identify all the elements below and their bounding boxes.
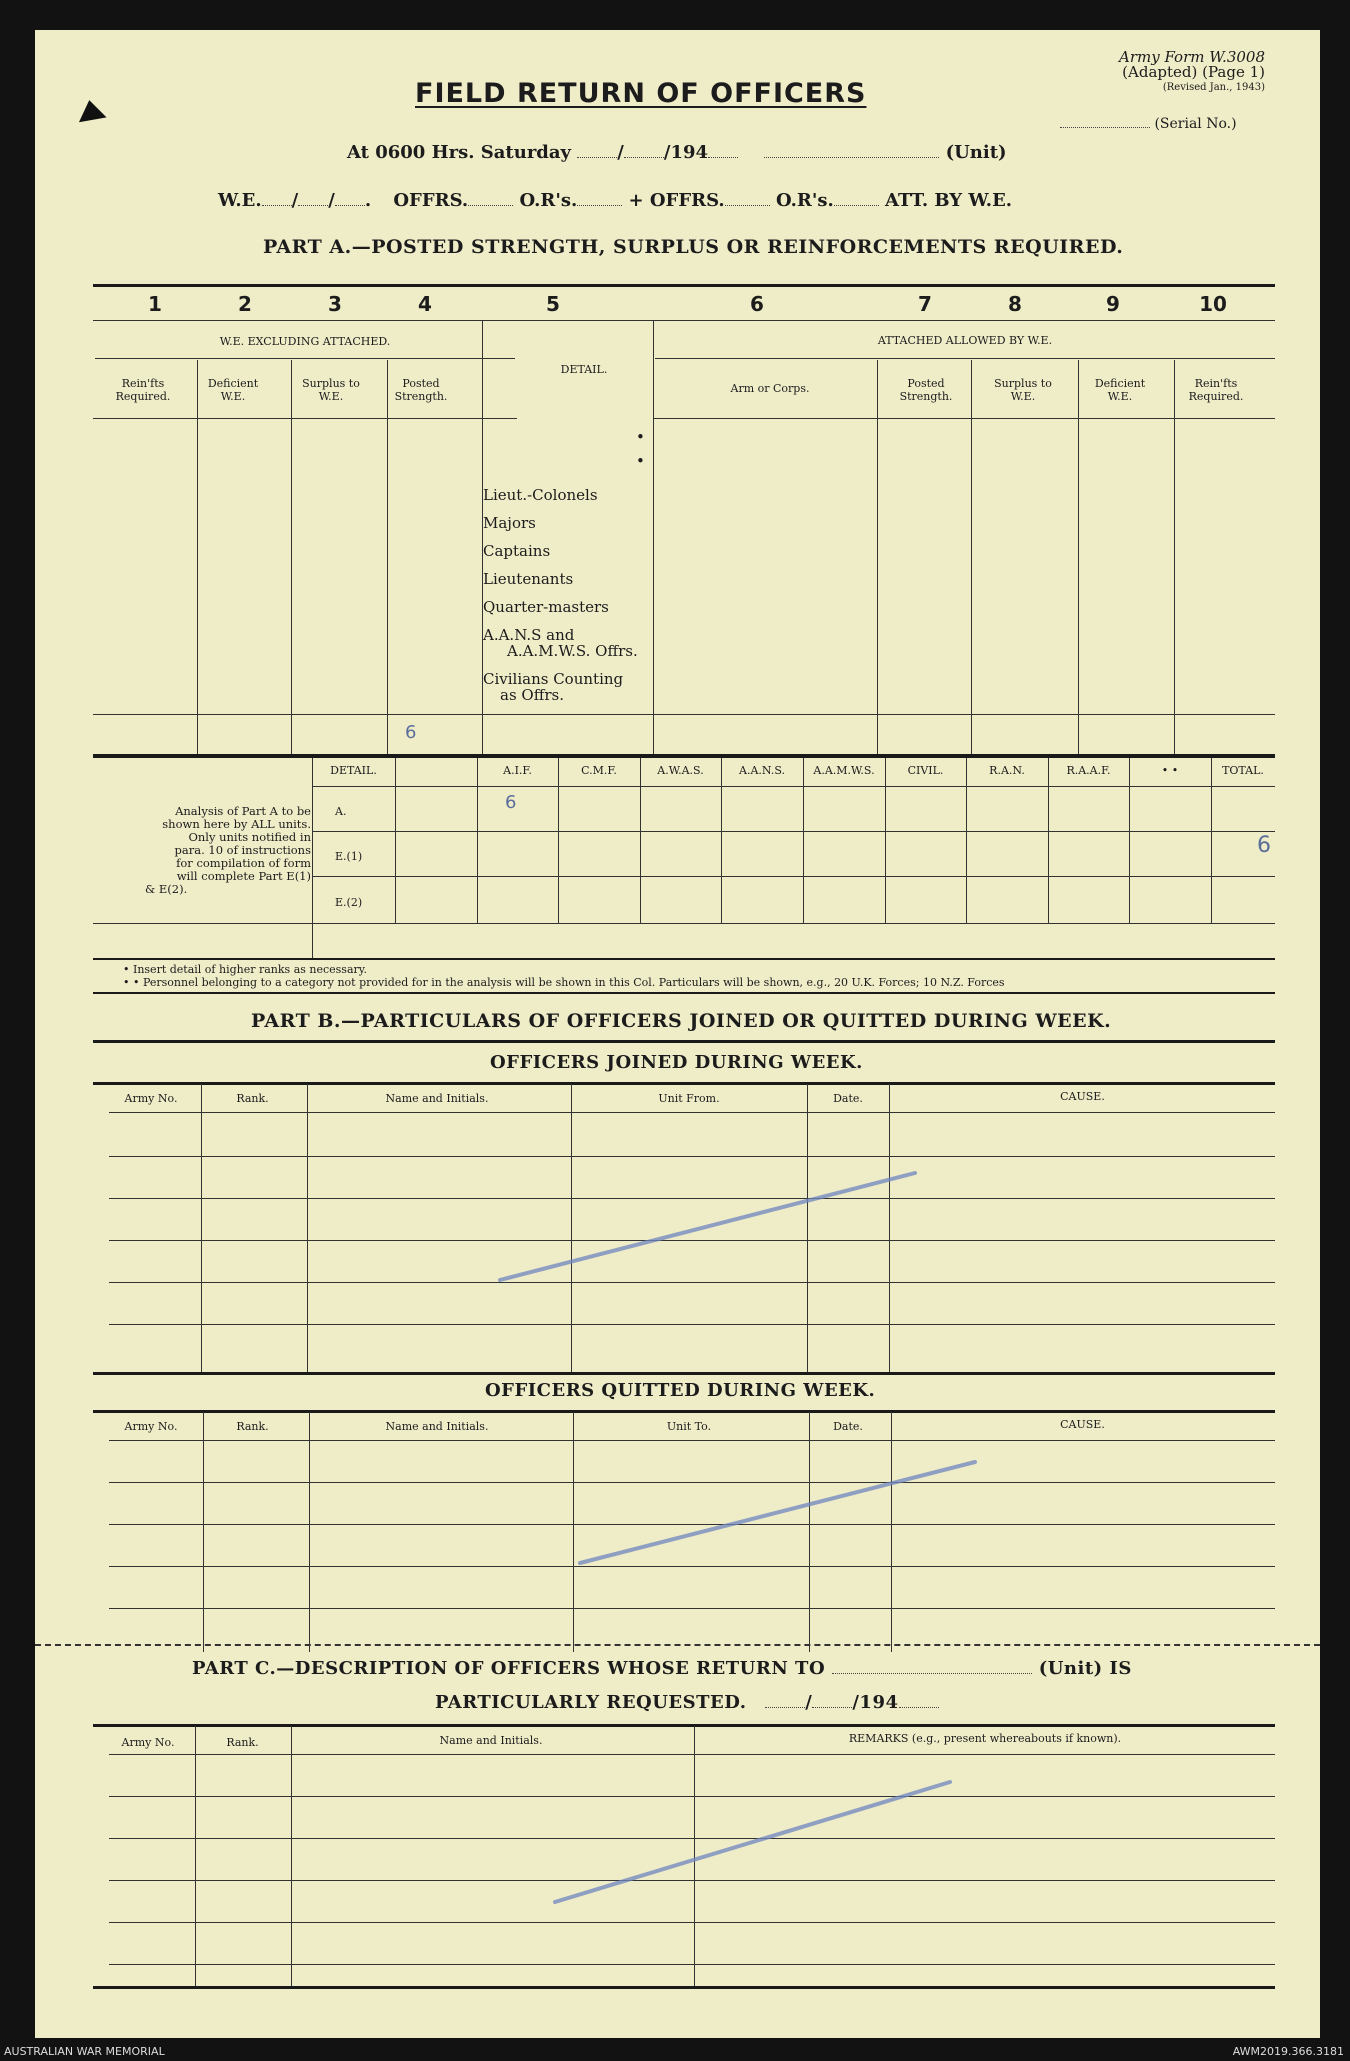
- footnote-2: • • Personnel belonging to a category not provided for in the analysis will be shown in this Col. Particulars will be shown, e.g., 20 U.K. Forces; 10 N.Z. Forces: [123, 976, 1005, 989]
- partc-head-name: Name and Initials.: [439, 1734, 543, 1747]
- analysis-note-line: Only units notified in: [188, 830, 311, 844]
- analysis-note-line: for compilation of form: [176, 856, 311, 870]
- analysis-head-detail: DETAIL.: [330, 764, 377, 777]
- part-b-title: PART B.—PARTICULARS OF OFFICERS JOINED OR QUITTED DURING WEEK.: [251, 1010, 1112, 1032]
- analysis-head-aans: A.A.N.S.: [739, 764, 785, 777]
- joined-head-armyno: Army No.: [124, 1092, 178, 1105]
- quitted-head-armyno: Army No.: [124, 1420, 178, 1433]
- col-num-5: 5: [546, 292, 560, 316]
- col-num-10: 10: [1199, 292, 1227, 316]
- partc-head-remarks: REMARKS (e.g., present whereabouts if known).: [848, 1732, 1122, 1745]
- page-title: FIELD RETURN OF OFFICERS: [415, 78, 867, 109]
- part-c-year: /194: [852, 1692, 899, 1713]
- ors2-label: O.R's.: [775, 190, 834, 211]
- we-line: W.E. / / . OFFRS. O.R's. + OFFRS. O.R's. ATT. BY W.E.: [218, 190, 1013, 211]
- footnote-1: • Insert detail of higher ranks as necessary.: [123, 963, 368, 976]
- at-line: At 0600 Hrs. Saturday / /194 (Unit): [347, 142, 1007, 163]
- quitted-head-unit: Unit To.: [666, 1420, 712, 1433]
- detail-civ-offrs: as Offrs.: [500, 686, 564, 704]
- form-id-line1: Army Form W.3008: [1119, 48, 1265, 66]
- star-mark-2: •: [636, 452, 645, 470]
- analysis-head-total: TOTAL.: [1222, 764, 1264, 777]
- part-c-line2: PARTICULARLY REQUESTED. / /194: [435, 1692, 939, 1713]
- analysis-head-ran: R.A.N.: [989, 764, 1025, 777]
- att-label: ATT. BY W.E.: [885, 190, 1013, 211]
- ors-label: O.R's.: [519, 190, 578, 211]
- partc-head-armyno: Army No.: [121, 1736, 175, 1749]
- analysis-head-civil: CIVIL.: [907, 764, 944, 777]
- col-num-3: 3: [328, 292, 342, 316]
- detail-lieutenants: Lieutenants: [483, 570, 574, 588]
- serial-label: (Serial No.): [1154, 116, 1237, 132]
- col-num-2: 2: [238, 292, 252, 316]
- we-label: W.E.: [218, 190, 262, 211]
- part-c-requested: PARTICULARLY REQUESTED.: [435, 1692, 747, 1713]
- part-c-title-b: (Unit) IS: [1038, 1658, 1132, 1679]
- form-id-line3: (Revised Jan., 1943): [1162, 82, 1265, 93]
- quitted-head-cause: CAUSE.: [1060, 1418, 1105, 1431]
- footer-right: AWM2019.366.3181: [1232, 2045, 1344, 2058]
- col-reinf-att: Rein'fts Required.: [1188, 377, 1244, 403]
- form-sheet: [35, 30, 1320, 2038]
- handwritten-analysis-total: 6: [1257, 833, 1271, 858]
- quitted-head-rank: Rank.: [236, 1420, 269, 1433]
- joined-head-unit: Unit From.: [658, 1092, 720, 1105]
- joined-head-name: Name and Initials.: [385, 1092, 489, 1105]
- detail-majors: Majors: [483, 514, 536, 532]
- col-num-6: 6: [750, 292, 764, 316]
- col-num-1: 1: [148, 292, 162, 316]
- analysis-head-awas: A.W.A.S.: [657, 764, 704, 777]
- col-posted: Posted Strength.: [394, 377, 448, 403]
- analysis-head-cmf: C.M.F.: [581, 764, 617, 777]
- part-c-title-a: PART C.—DESCRIPTION OF OFFICERS WHOSE RETURN TO: [192, 1658, 826, 1679]
- col-surplus: Surplus to W.E.: [302, 377, 360, 403]
- analysis-row-e1: E.(1): [335, 850, 363, 863]
- detail-captains: Captains: [483, 542, 551, 560]
- at-prefix: At 0600 Hrs. Saturday: [347, 142, 572, 163]
- analysis-row-e2: E.(2): [335, 896, 363, 909]
- partc-head-rank: Rank.: [226, 1736, 259, 1749]
- detail-qm: Quarter-masters: [483, 598, 609, 616]
- col-num-7: 7: [918, 292, 932, 316]
- form-id-line2: (Adapted) (Page 1): [1122, 63, 1265, 81]
- pencil-strokes: [35, 30, 1320, 2038]
- col-num-4: 4: [418, 292, 432, 316]
- quitted-head-name: Name and Initials.: [385, 1420, 489, 1433]
- col-num-8: 8: [1008, 292, 1022, 316]
- group-right-header: ATTACHED ALLOWED BY W.E.: [877, 334, 1053, 347]
- col-deficient: Deficient W.E.: [207, 377, 259, 403]
- detail-aans: A.A.N.S and: [483, 626, 575, 644]
- part-a-title: PART A.—POSTED STRENGTH, SURPLUS OR REINFORCEMENTS REQUIRED.: [263, 236, 1124, 258]
- analysis-head-other: • •: [1161, 764, 1179, 777]
- plus-offrs-label: + OFFRS.: [628, 190, 725, 211]
- analysis-head-aamws: A.A.M.W.S.: [813, 764, 875, 777]
- quitted-title: OFFICERS QUITTED DURING WEEK.: [485, 1380, 876, 1401]
- at-year: /194: [663, 142, 709, 163]
- col-detail: DETAIL.: [560, 363, 608, 376]
- handwritten-posted-total: 6: [405, 722, 417, 743]
- analysis-head-aif: A.I.F.: [503, 764, 532, 777]
- joined-head-date: Date.: [833, 1092, 863, 1105]
- star-mark-1: •: [636, 428, 645, 446]
- col-reinf: Rein'fts Required.: [115, 377, 171, 403]
- analysis-note-line: will complete Part E(1): [176, 869, 311, 883]
- quitted-head-date: Date.: [833, 1420, 863, 1433]
- analysis-head-raaf: R.A.A.F.: [1066, 764, 1111, 777]
- analysis-row-a: A.: [335, 805, 347, 818]
- col-arm-corps: Arm or Corps.: [730, 382, 810, 395]
- col-posted-att: Posted Strength.: [899, 377, 953, 403]
- col-deficient-att: Deficient W.E.: [1094, 377, 1146, 403]
- col-num-9: 9: [1106, 292, 1120, 316]
- analysis-note-line: Analysis of Part A to be: [175, 804, 311, 818]
- detail-civilians: Civilians Counting: [483, 670, 624, 688]
- analysis-note-line: shown here by ALL units.: [162, 817, 311, 831]
- analysis-note-line: & E(2).: [145, 882, 188, 896]
- at-unit: (Unit): [945, 142, 1007, 163]
- detail-lt-colonels: Lieut.-Colonels: [483, 486, 598, 504]
- offrs-label: OFFRS.: [393, 190, 469, 211]
- joined-head-cause: CAUSE.: [1060, 1090, 1105, 1103]
- detail-aamws: A.A.M.W.S. Offrs.: [507, 642, 638, 660]
- handwritten-aif: 6: [505, 792, 517, 813]
- joined-head-rank: Rank.: [236, 1092, 269, 1105]
- footer-left: AUSTRALIAN WAR MEMORIAL: [4, 2045, 165, 2058]
- group-left-header: W.E. EXCLUDING ATTACHED.: [219, 335, 391, 348]
- analysis-note-line: para. 10 of instructions: [174, 843, 311, 857]
- col-surplus-att: Surplus to W.E.: [994, 377, 1052, 403]
- joined-title: OFFICERS JOINED DURING WEEK.: [490, 1052, 863, 1073]
